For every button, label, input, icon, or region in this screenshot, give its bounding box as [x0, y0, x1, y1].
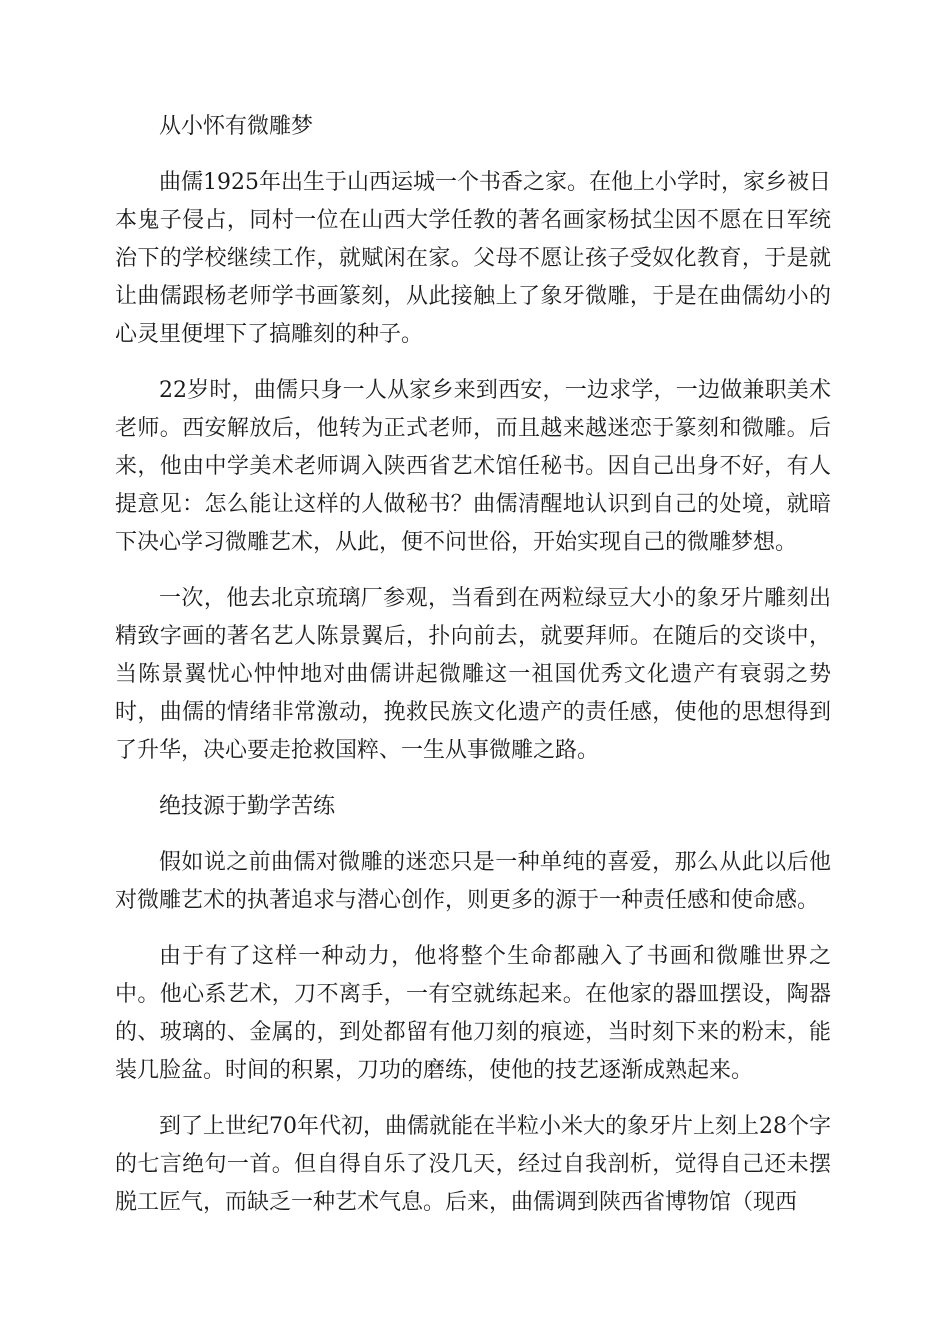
section-heading-skill-practice: 绝技源于勤学苦练 [159, 794, 336, 819]
paragraph: 22岁时，曲儒只身一人从家乡来到西安，一边求学，一边做兼职美术老师。西安解放后，他转为正式老师，而且越来越迷恋于篆刻和微雕。后来，他由中学美术老师调入陕西省艺术馆任秘书。因自己出身不好，有人提意见：怎么能让这样的人做秘书？曲儒清醒地认识到自己的处境，就暗下决心学习微雕艺术，从此，便不问世俗，开始实现自己的微雕梦想。 [115, 378, 831, 555]
paragraph: 一次，他去北京琉璃厂参观，当看到在两粒绿豆大小的象牙片雕刻出精致字画的著名艺人陈景翼后，扑向前去，就要拜师。在随后的交谈中，当陈景翼忧心忡忡地对曲儒讲起微雕这一祖国优秀文化遗产有衰弱之势时，曲儒的情绪非常激动，挽救民族文化遗产的责任感，使他的思想得到了升华，决心要走抢救国粹、一生从事微雕之路。 [115, 586, 831, 763]
document-body [115, 108, 831, 1240]
paragraph: 曲儒1925年出生于山西运城一个书香之家。在他上小学时，家乡被日本鬼子侵占，同村一位在山西大学任教的著名画家杨拭尘因不愿在日军统治下的学校继续工作，就赋闲在家。父母不愿让孩子受奴化教育，于是就让曲儒跟杨老师学书画篆刻，从此接触上了象牙微雕，于是在曲儒幼小的心灵里便埋下了搞雕刻的种子。 [115, 170, 831, 347]
paragraph: 到了上世纪70年代初，曲儒就能在半粒小米大的象牙片上刻上28个字的七言绝句一首。但自得自乐了没几天，经过自我剖析，觉得自己还未摆脱工匠气，而缺乏一种艺术气息。后来，曲儒调到陕西省博物馆（现西 [115, 1114, 831, 1215]
section-heading-childhood-dream: 从小怀有微雕梦 [159, 114, 314, 139]
paragraph: 假如说之前曲儒对微雕的迷恋只是一种单纯的喜爱，那么从此以后他对微雕艺术的执著追求与潜心创作，则更多的源于一种责任感和使命感。 [115, 850, 831, 913]
paragraph: 由于有了这样一种动力，他将整个生命都融入了书画和微雕世界之中。他心系艺术，刀不离手，一有空就练起来。在他家的器皿摆设，陶器的、玻璃的、金属的，到处都留有他刀刻的痕迹，当时刻下来的粉末，能装几脸盆。时间的积累，刀功的磨练，使他的技艺逐渐成熟起来。 [115, 944, 831, 1083]
